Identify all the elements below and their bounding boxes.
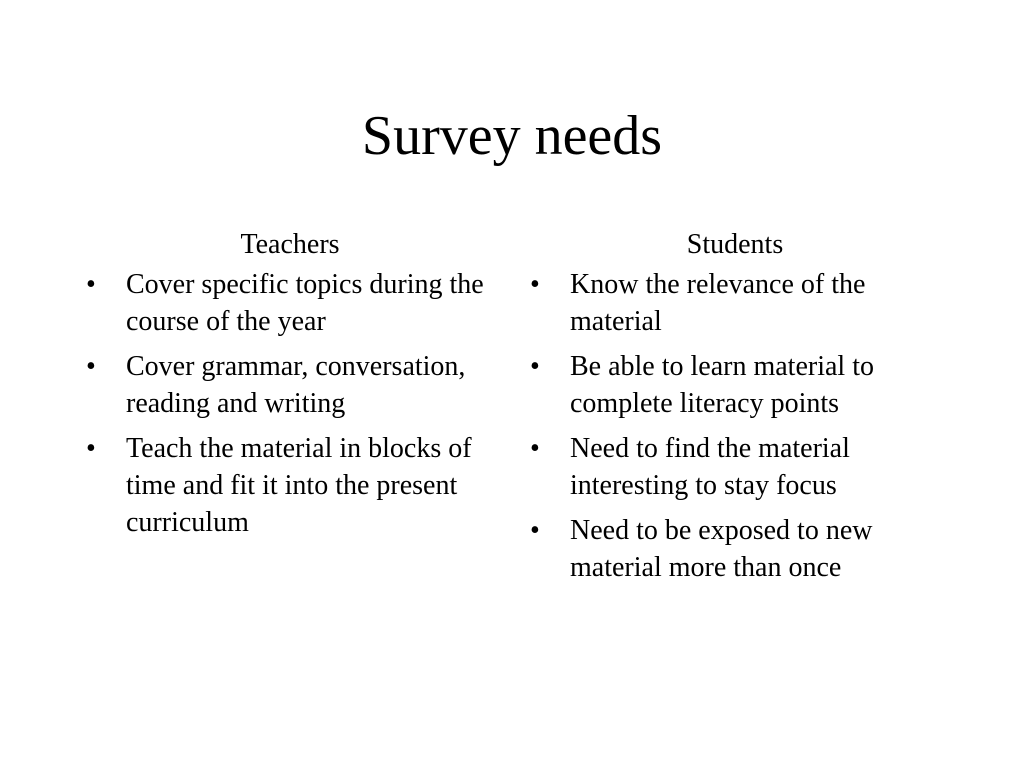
bullet-icon: • (530, 433, 540, 464)
bullet-icon: • (530, 515, 540, 546)
bullet-icon: • (86, 433, 96, 464)
list-item-text: Cover grammar, conversation, reading and writing (126, 351, 466, 419)
list-item-text: Know the relevance of the material (570, 269, 866, 337)
bullet-icon: • (530, 351, 540, 382)
list-item (530, 512, 940, 586)
students-column (530, 228, 940, 594)
slide-title: Survey needs (361, 105, 663, 167)
list-item (530, 266, 940, 340)
list-item (86, 348, 486, 422)
list-item-text: Need to find the material interesting to stay focus (570, 433, 850, 501)
teachers-column (86, 228, 486, 549)
list-item-text: Cover specific topics during the course of the year (126, 269, 484, 337)
teachers-list (86, 266, 486, 541)
list-item (530, 348, 940, 422)
students-heading: Students (686, 229, 784, 260)
teachers-heading: Teachers (240, 229, 340, 260)
students-list (530, 266, 940, 586)
bullet-icon: • (86, 269, 96, 300)
bullet-icon: • (530, 269, 540, 300)
list-item-text: Be able to learn material to complete literacy points (570, 351, 874, 419)
list-item-text: Need to be exposed to new material more than once (570, 515, 873, 583)
list-item (86, 430, 486, 541)
list-item-text: Teach the material in blocks of time and fit it into the present curriculum (126, 433, 472, 538)
list-item (86, 266, 486, 340)
list-item (530, 430, 940, 504)
bullet-icon: • (86, 351, 96, 382)
